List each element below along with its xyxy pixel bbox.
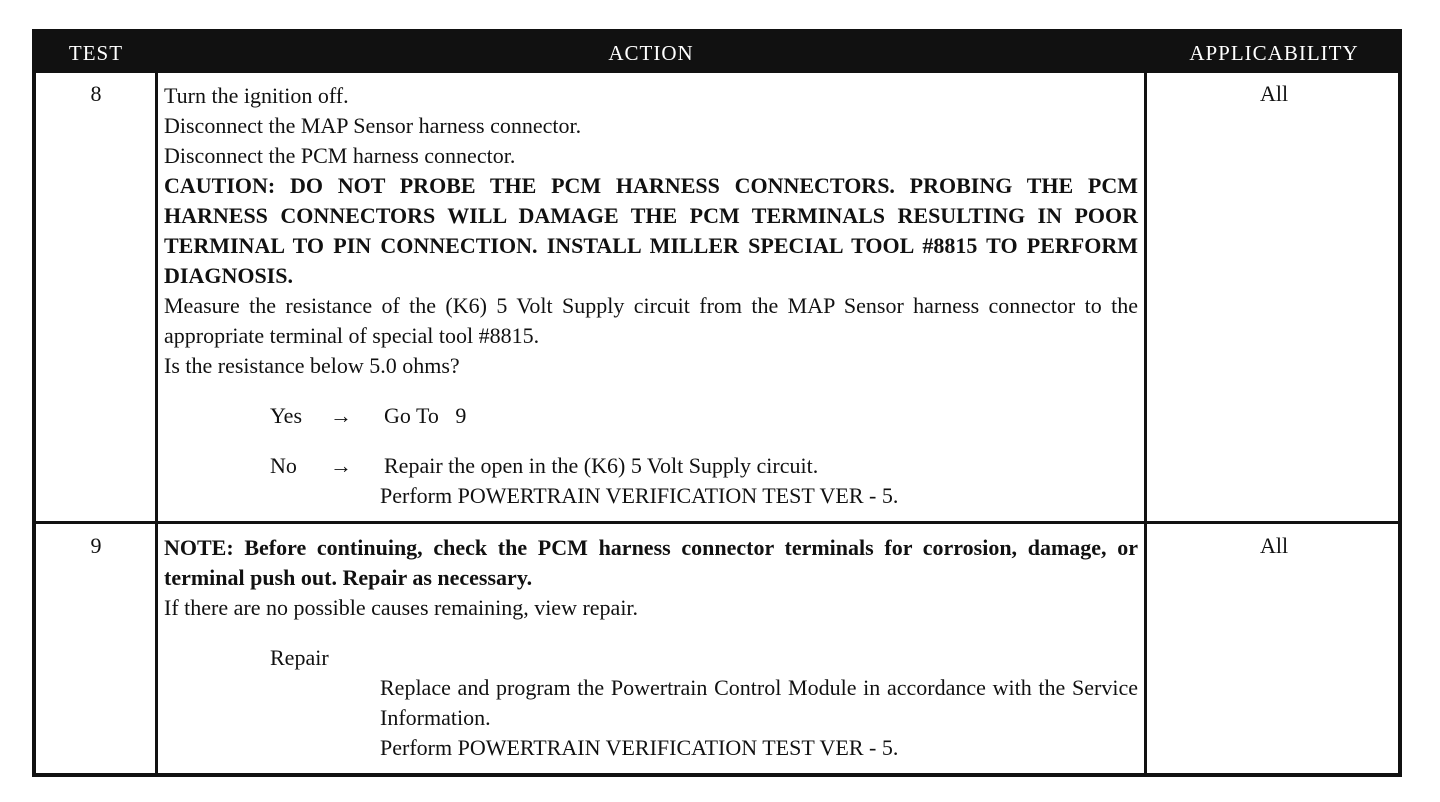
action-cell — [164, 81, 1138, 511]
no-label: No — [270, 453, 297, 478]
column-divider — [155, 73, 158, 773]
measure-text: Measure the resistance of the (K6) 5 Volt Supply circuit from the MAP Sensor harness connector to the appropriate terminal of special tool #8815. — [164, 293, 1138, 348]
action-line: Disconnect the MAP Sensor harness connector. — [164, 113, 582, 138]
no-branch — [164, 451, 1138, 481]
diagnostic-table — [32, 29, 1402, 777]
test-number: 8 — [90, 81, 102, 106]
question-text: Is the resistance below 5.0 ohms? — [164, 353, 460, 378]
no-result-verification: Perform POWERTRAIN VERIFICATION TEST VER - 5. — [380, 483, 899, 508]
arrow-icon: → — [330, 403, 352, 428]
repair-text: Replace and program the Powertrain Control Module in accordance with the Service Information. — [380, 675, 1138, 730]
action-line: Disconnect the PCM harness connector. — [164, 143, 516, 168]
action-cell — [164, 533, 1138, 763]
caution-text: CAUTION: DO NOT PROBE THE PCM HARNESS CONNECTORS. PROBING THE PCM HARNESS CONNECTORS WILL DAMAGE THE PCM TERMINALS RESULTING IN POOR TERMINAL TO PIN CONNECTION. INSTALL MILLER SPECIAL TOOL #8815 TO PERFORM DIAGNOSIS. — [164, 173, 1138, 288]
column-divider — [1144, 73, 1147, 773]
arrow-icon: → — [330, 453, 352, 478]
yes-result: Go To 9 — [384, 403, 467, 428]
applicability-value: All — [1259, 81, 1289, 106]
yes-label: Yes — [270, 403, 303, 428]
header-action: ACTION — [608, 41, 694, 65]
row-divider — [36, 521, 1398, 524]
note-text: NOTE: Before continuing, check the PCM harness connector terminals for corrosion, damage, or terminal push out. Repair as necessary. — [164, 535, 1138, 590]
header-applicability: APPLICABILITY — [1189, 41, 1359, 65]
action-line: If there are no possible causes remaining, view repair. — [164, 595, 639, 620]
no-result: Repair the open in the (K6) 5 Volt Supply circuit. — [384, 453, 819, 478]
repair-label: Repair — [270, 645, 329, 670]
action-line: Turn the ignition off. — [164, 83, 349, 108]
repair-verification: Perform POWERTRAIN VERIFICATION TEST VER - 5. — [380, 735, 899, 760]
test-number: 9 — [90, 533, 102, 558]
applicability-value: All — [1259, 533, 1289, 558]
table-header — [36, 33, 1398, 73]
yes-branch — [164, 401, 1138, 431]
header-test: TEST — [68, 41, 124, 65]
